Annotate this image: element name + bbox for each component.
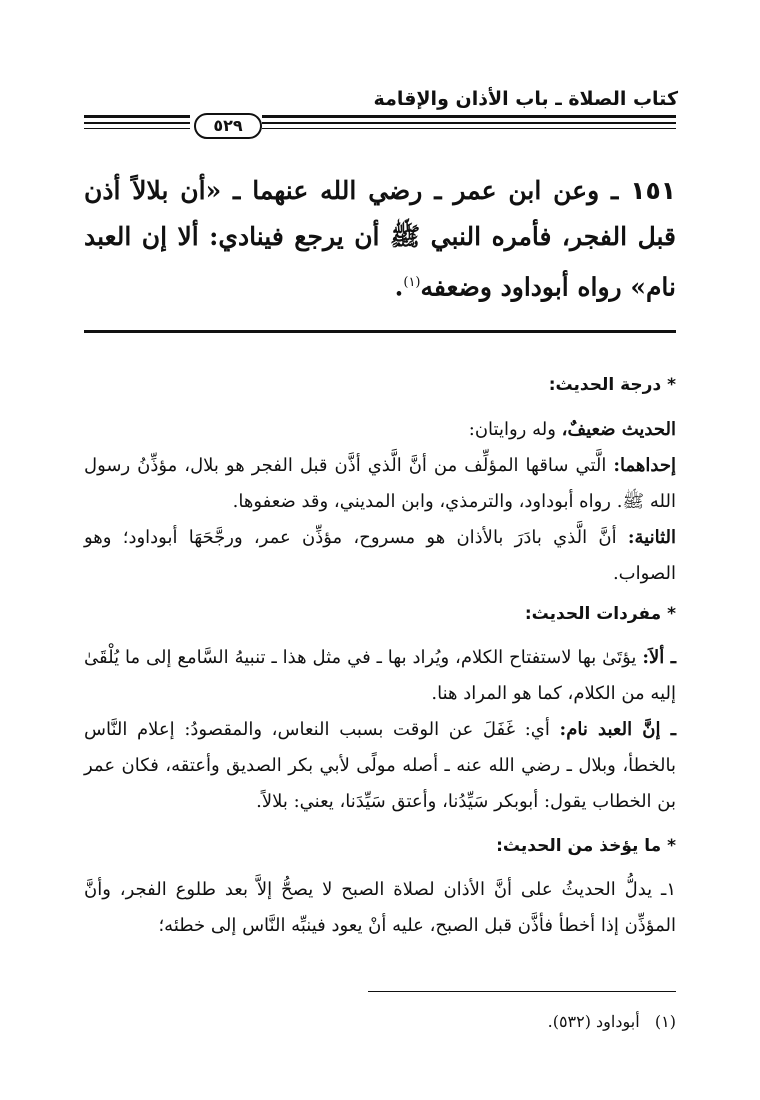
grade-second-narration bbox=[84, 520, 676, 592]
lesson-item-1: ١ـ يدلُّ الحديثُ على أنَّ الأذان لصلاة الصبح لا يصحُّ إلاَّ بعد طلوع الفجر، وأنَّ المؤذِّن إذا أخطأ فأذَّن قبل الصبح، عليه أنْ يعود فينبِّه النَّاس إلى خطئه؛ bbox=[84, 879, 676, 936]
page-number: ٥٢٩ bbox=[194, 113, 262, 139]
grade-first-label: إحداهما: bbox=[613, 455, 676, 476]
heading-hadith-grade: * درجة الحديث: bbox=[548, 375, 676, 395]
vocab-item-abd-nam-label: ـ إنَّ العبد نام: bbox=[559, 719, 677, 740]
grade-first-narration bbox=[84, 448, 676, 520]
header-rule-left-top bbox=[84, 115, 190, 118]
grade-second-label: الثانية: bbox=[627, 527, 676, 548]
vocab-item-ala-text: يؤتَىٰ بها لاستفتاح الكلام، ويُراد بها ـ في مثل هذا ـ تنبيهُ السَّامع إلى ما يُلْقَىٰ إليه من الكلام، كما هو المراد هنا. bbox=[84, 647, 676, 704]
heading-lessons: * ما يؤخذ من الحديث: bbox=[496, 836, 676, 856]
hadith-text-block bbox=[84, 168, 676, 310]
vocab-item-abd-nam-text: أي: غَفَلَ عن الوقت بسبب النعاس، والمقصودُ: إعلام النَّاس بالخطأ، وبلال ـ رضي الله عنه ـ أصله مولًى لأبي بكر الصديق وأعتقه، فكان عمر بن الخطاب يقول: أبوبكر سَيِّدُنا، وأعتق سَيِّدَنا، يعني: بلالاً. bbox=[84, 719, 676, 812]
grade-second-text: أنَّ الَّذي بادَرَ بالأذان هو مسروح، مؤذِّن عمر، ورجَّحَهَا أبوداود؛ وهو الصواب. bbox=[84, 527, 676, 584]
vocab-item-ala bbox=[84, 640, 676, 712]
vocab-item-abd-nam bbox=[84, 712, 676, 820]
hadith-number: ١٥١ bbox=[630, 176, 676, 205]
grade-intro-text: وله روايتان: bbox=[468, 419, 562, 440]
footnote-text: أبوداود (٥٣٢). bbox=[547, 1012, 640, 1031]
hadith-text: ـ وعن ابن عمر ـ رضي الله عنهما ـ «أن بلالاً أذن قبل الفجر، فأمره النبي ﷺ أن يرجع فينادي: ألا إن العبد نام» رواه أبوداود وضعفه bbox=[84, 176, 676, 302]
grade-intro bbox=[84, 412, 676, 448]
vocab-item-ala-label: ـ ألاَ: bbox=[642, 647, 676, 668]
footnote-divider bbox=[368, 991, 676, 992]
footnote-marker: (١) bbox=[654, 1012, 676, 1031]
header-rule-right-top bbox=[262, 115, 676, 118]
hadith-end: . bbox=[394, 272, 404, 302]
header-rule-right-bottom bbox=[262, 122, 676, 124]
heading-vocabulary: * مفردات الحديث: bbox=[524, 604, 676, 624]
footnote-reference: (١) bbox=[403, 275, 421, 290]
grade-intro-bold: الحديث ضعيفٌ، bbox=[561, 419, 676, 440]
header-rule-right-thin bbox=[262, 128, 676, 129]
section-divider bbox=[84, 330, 676, 333]
footnote bbox=[548, 1012, 676, 1031]
running-header-title: كتاب الصلاة ـ باب الأذان والإقامة bbox=[373, 88, 678, 110]
header-rule-left-thin bbox=[84, 128, 190, 129]
grade-first-text: الَّتي ساقها المؤلِّف من أنَّ الَّذي أذَّن قبل الفجر هو بلال، مؤذِّنُ رسول الله ﷺ. رواه أبوداود، والترمذي، وابن المديني، وقد ضعفوها. bbox=[84, 455, 676, 512]
header-rule-left-bottom bbox=[84, 122, 190, 124]
